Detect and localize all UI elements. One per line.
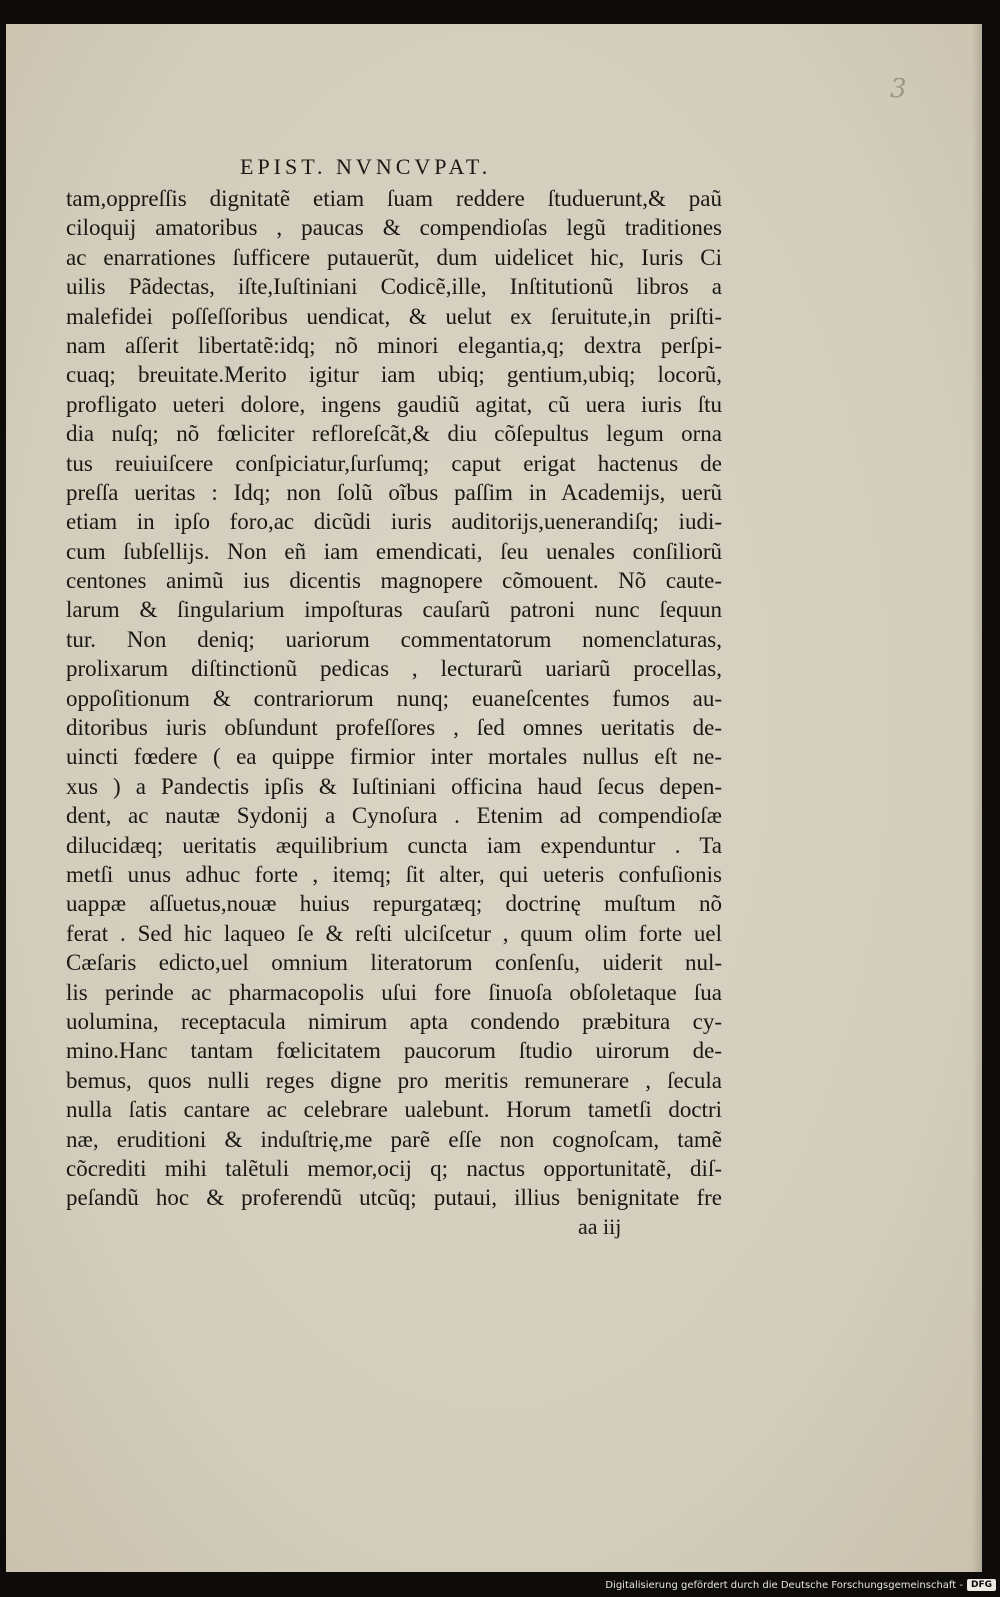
text-line: cuaq; breuitate.Merito igitur iam ubiq; gentium,ubiq; locorũ, <box>66 362 722 388</box>
text-line: tur. Non deniq; uariorum commentatorum nomenclaturas, <box>66 626 722 652</box>
text-line: ac enarrationes ſufficere putauerũt, dum uidelicet hic, Iuris Ci <box>66 244 722 270</box>
text-line: ditoribus iuris obſundunt profeſſores , ſed omnes ueritatis de- <box>66 715 722 741</box>
text-line: Cæſaris edicto,uel omnium literatorum conſenſu, uiderit nul- <box>66 950 722 976</box>
text-line: bemus, quos nulli reges digne pro meritis remunerare , ſecula <box>66 1067 722 1093</box>
text-line: metſi unus adhuc forte , itemq; ſit alter, qui ueteris confuſionis <box>66 861 722 887</box>
text-line: næ, eruditioni & induſtrię,me parẽ eſſe non cognoſcam, tamẽ <box>66 1126 722 1152</box>
text-line: lis perinde ac pharmacopolis uſui fore ſinuoſa obſoletaque ſua <box>66 979 722 1005</box>
text-line: dia nuſq; nõ fœliciter refloreſcãt,& diu cõſepultus legum orna <box>66 421 722 447</box>
text-line: uincti fœdere ( ea quippe firmior inter mortales nullus eſt ne- <box>66 744 722 770</box>
text-line: tam,oppreſſis dignitatẽ etiam ſuam reddere ſtuduerunt,& paũ <box>66 186 722 211</box>
text-line: uilis Pãdectas, iſte,Iuſtiniani Codicẽ,ille, Inſtitutionũ libros a <box>66 274 722 300</box>
text-line: cum ſubſellijs. Non eñ iam emendicati, ſeu uenales conſiliorũ <box>66 538 722 564</box>
text-line: preſſa ueritas : Idq; non ſolũ oĩbus paſſim in Academijs, uerũ <box>66 479 722 505</box>
signature-mark: aa iij <box>578 1214 622 1239</box>
footer-credit-text: Digitalisierung gefördert durch die Deutsche Forschungsgemeinschaft - <box>605 1579 963 1591</box>
text-line: uolumina, receptacula nimirum apta condendo præbitura cy- <box>66 1008 722 1034</box>
text-line: larum & ſingularium impoſturas cauſarũ patroni nunc ſequun <box>66 597 722 623</box>
text-line: dent, ac nautæ Sydonij a Cynoſura . Etenim ad compendioſæ <box>66 803 722 829</box>
text-line: nam aſſerit libertatẽ:idq; nõ minori elegantia,q; dextra perſpi- <box>66 332 722 358</box>
text-line: mino.Hanc tantam fœlicitatem paucorum ſtudio uirorum de- <box>66 1038 722 1064</box>
text-line: etiam in ipſo foro,ac dicũdi iuris auditorijs,uenerandiſq; iudi- <box>66 509 722 535</box>
text-line: profligato ueteri dolore, ingens gaudiũ agitat, cũ uera iuris ſtu <box>66 391 722 417</box>
folio-number: 3 <box>890 74 907 104</box>
text-line: peſandũ hoc & proferendũ utcũq; putaui, illius benignitate fre <box>66 1185 722 1211</box>
text-line: dilucidæq; ueritatis æquilibrium cuncta iam expenduntur . Ta <box>66 832 722 858</box>
text-line: cõcrediti mihi talẽtuli memor,ocij q; nactus opportunitatẽ, diſ- <box>66 1155 722 1181</box>
text-line: oppoſitionum & contrariorum nunq; euaneſcentes fumos au- <box>66 685 722 711</box>
text-line: ferat . Sed hic laqueo ſe & reſti ulciſcetur , quum olim forte uel <box>66 920 722 946</box>
book-page <box>6 24 982 1572</box>
footer-credit <box>605 1575 996 1595</box>
running-head: EPIST. NVNCVPAT. <box>240 154 492 179</box>
text-line: uappæ aſſuetus,nouæ huius repurgatæq; doctrinę muſtum nõ <box>66 891 722 917</box>
text-line: xus ) a Pandectis ipſis & Iuſtiniani officina haud ſecus depen- <box>66 773 722 799</box>
text-line: prolixarum diſtinctionũ pedicas , lecturarũ uariarũ procellas, <box>66 656 722 682</box>
text-line: ciloquij amatoribus , paucas & compendioſas legũ traditiones <box>66 215 722 241</box>
dfg-logo: DFG <box>967 1579 996 1591</box>
text-line: malefidei poſſeſſoribus uendicat, & uelut ex ſeruitute,in priſti- <box>66 303 722 329</box>
text-line: nulla ſatis cantare ac celebrare ualebunt. Horum tametſi doctri <box>66 1097 722 1123</box>
text-line: tus reuiuiſcere conſpiciatur,ſurſumq; caput erigat hactenus de <box>66 450 722 476</box>
text-block <box>66 184 722 1213</box>
page-edge-shadow <box>972 24 982 1572</box>
text-line: centones animũ ius dicentis magnopere cõmouent. Nõ caute- <box>66 568 722 594</box>
